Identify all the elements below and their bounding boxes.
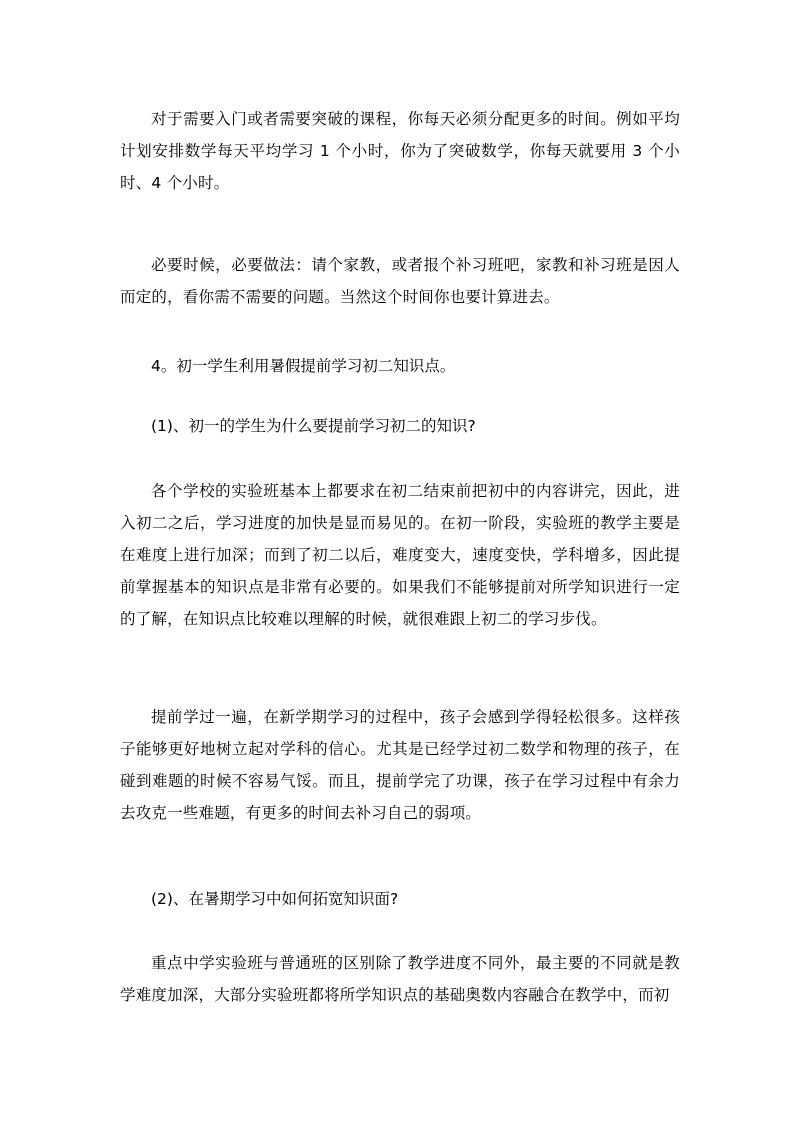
paragraph-key-school: 重点中学实验班与普通班的区别除了教学进度不同外，最主要的不同就是教学难度加深，大部分实验班都将所学知识点的基础奥数内容融合在教学中，而初: [120, 954, 680, 1004]
paragraph-experimental-class: 各个学校的实验班基本上都要求在初二结束前把初中的内容讲完，因此，进入初二之后，学习进度的加快是显而易见的。在初一阶段，实验班的教学主要是在难度上进行加深；而到了初二以后，难度变大，速度变快，学科增多，因此提前掌握基本的知识点是非常有必要的。如果我们不能够提前对所学知识进行一定的了解，在知识点比较难以理解的时候，就很难跟上初二的学习步伐。: [120, 482, 680, 628]
paragraph-study-time: 对于需要入门或者需要突破的课程，你每天必须分配更多的时间。例如平均计划安排数学每天平均学习 1 个小时，你为了突破数学，你每天就要用 3 个小时、4 个小时。: [120, 110, 680, 192]
subheading-2: (2)、在暑期学习中如何拓宽知识面?: [151, 890, 399, 908]
section-heading-4: 4。初一学生利用暑假提前学习初二知识点。: [151, 357, 456, 375]
subheading-1: (1)、初一的学生为什么要提前学习初二的知识?: [151, 417, 476, 435]
paragraph-tutoring: 必要时候，必要做法：请个家教，或者报个补习班吧，家教和补习班是因人而定的，看你需不需要的问题。当然这个时间你也要计算进去。: [120, 256, 680, 306]
paragraph-learn-ahead: 提前学过一遍，在新学期学习的过程中，孩子会感到学得轻松很多。这样孩子能够更好地树立起对学科的信心。尤其是已经学过初二数学和物理的孩子，在碰到难题的时候不容易气馁。而且，提前学完了功课，孩子在学习过程中有余力去攻克一些难题，有更多的时间去补习自己的弱项。: [120, 708, 680, 822]
